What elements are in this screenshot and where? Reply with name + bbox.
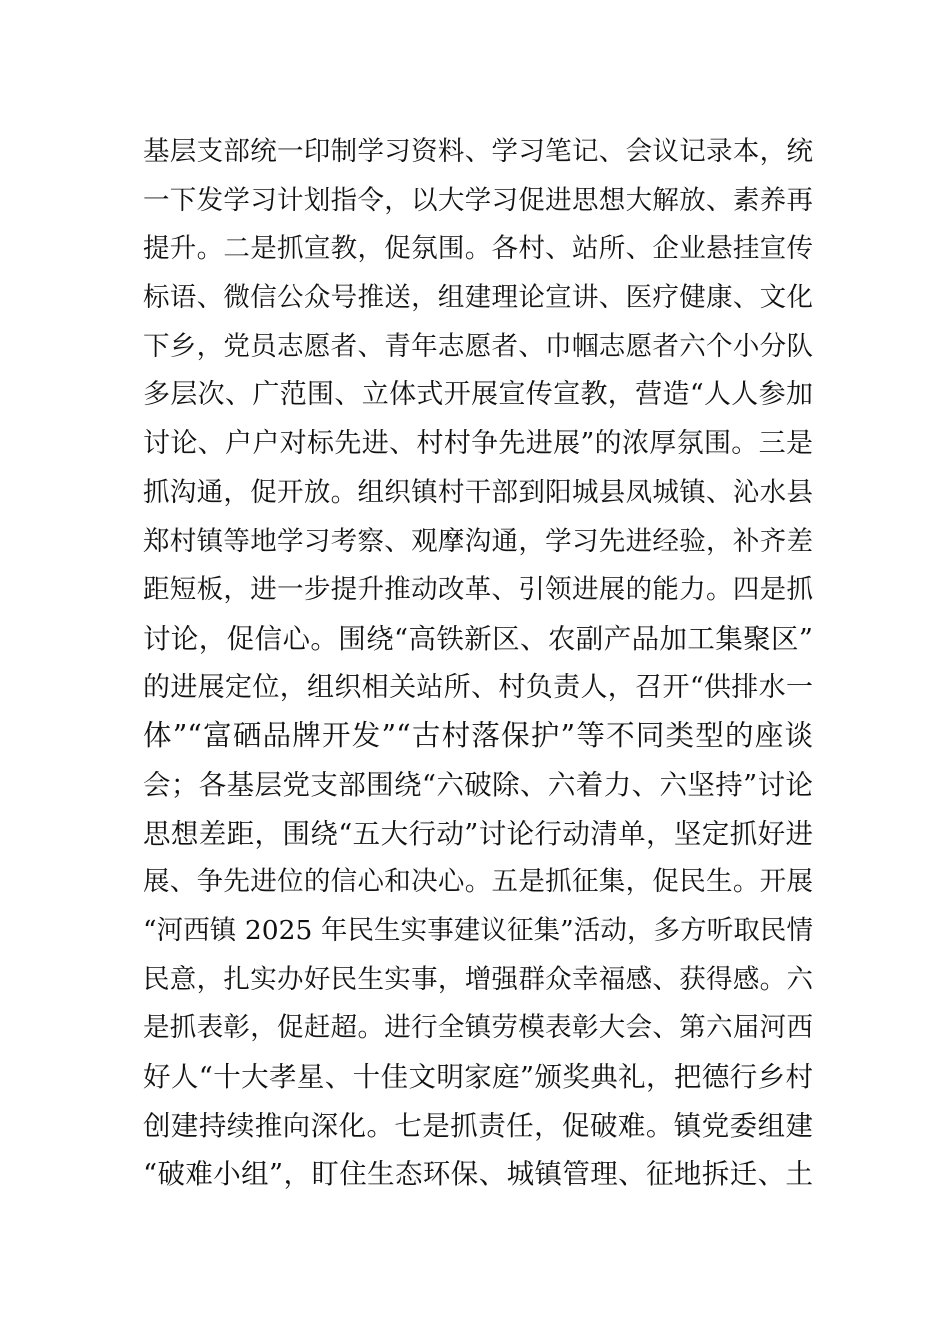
text-line-15: 思想差距，围绕“五大行动”讨论行动清单，坚定抓好进 (143, 817, 813, 850)
text-line-13: 体”“富硒品牌开发”“古村落保护”等不同类型的座谈 (143, 719, 813, 753)
text-line-19: 是抓表彰，促赶超。进行全镇劳模表彰大会、第六届河西 (143, 1012, 813, 1044)
text-line-4: 标语、微信公众号推送，组建理论宣讲、医疗健康、文化 (143, 282, 813, 314)
text-line-6: 多层次、广范围、立体式开展宣传宣教，营造“人人参加 (143, 379, 813, 411)
text-line-18: 民意，扎实办好民生实事，增强群众幸福感、获得感。六 (143, 963, 813, 995)
text-line-2: 一下发学习计划指令，以大学习促进思想大解放、素养再 (143, 184, 813, 216)
text-line-9: 郑村镇等地学习考察、观摩沟通，学习先进经验，补齐差 (143, 525, 813, 557)
text-line-14: 会；各基层党支部围绕“六破除、六着力、六坚持”讨论 (143, 768, 813, 801)
text-line-22: “破难小组”，盯住生态环保、城镇管理、征地拆迁、土 (143, 1158, 813, 1191)
text-line-16: 展、争先进位的信心和决心。五是抓征集，促民生。开展 (143, 866, 813, 898)
text-line-3: 提升。二是抓宣教，促氛围。各村、站所、企业悬挂宣传 (143, 233, 813, 265)
text-line-12: 的进展定位，组织相关站所、村负责人，召开“供排水一 (143, 671, 813, 703)
text-line-20: 好人“十大孝星、十佳文明家庭”颁奖典礼，把德行乡村 (143, 1061, 813, 1094)
text-line-11: 讨论，促信心。围绕“高铁新区、农副产品加工集聚区” (143, 622, 813, 655)
text-line-10: 距短板，进一步提升推动改革、引领进展的能力。四是抓 (143, 574, 813, 606)
text-line-21: 创建持续推向深化。七是抓责任，促破难。镇党委组建 (143, 1109, 813, 1142)
text-line-8: 抓沟通，促开放。组织镇村干部到阳城县凤城镇、沁水县 (143, 476, 813, 508)
text-line-1: 基层支部统一印制学习资料、学习笔记、会议记录本，统 (143, 136, 813, 167)
text-line-17: “河西镇 2025 年民生实事建议征集”活动，多方听取民情 (143, 915, 813, 946)
text-line-5: 下乡，党员志愿者、青年志愿者、巾帼志愿者六个小分队 (143, 330, 813, 362)
body-paragraph (143, 128, 813, 1199)
text-line-7: 讨论、户户对标先进、村村争先进展”的浓厚氛围。三是 (143, 428, 813, 460)
